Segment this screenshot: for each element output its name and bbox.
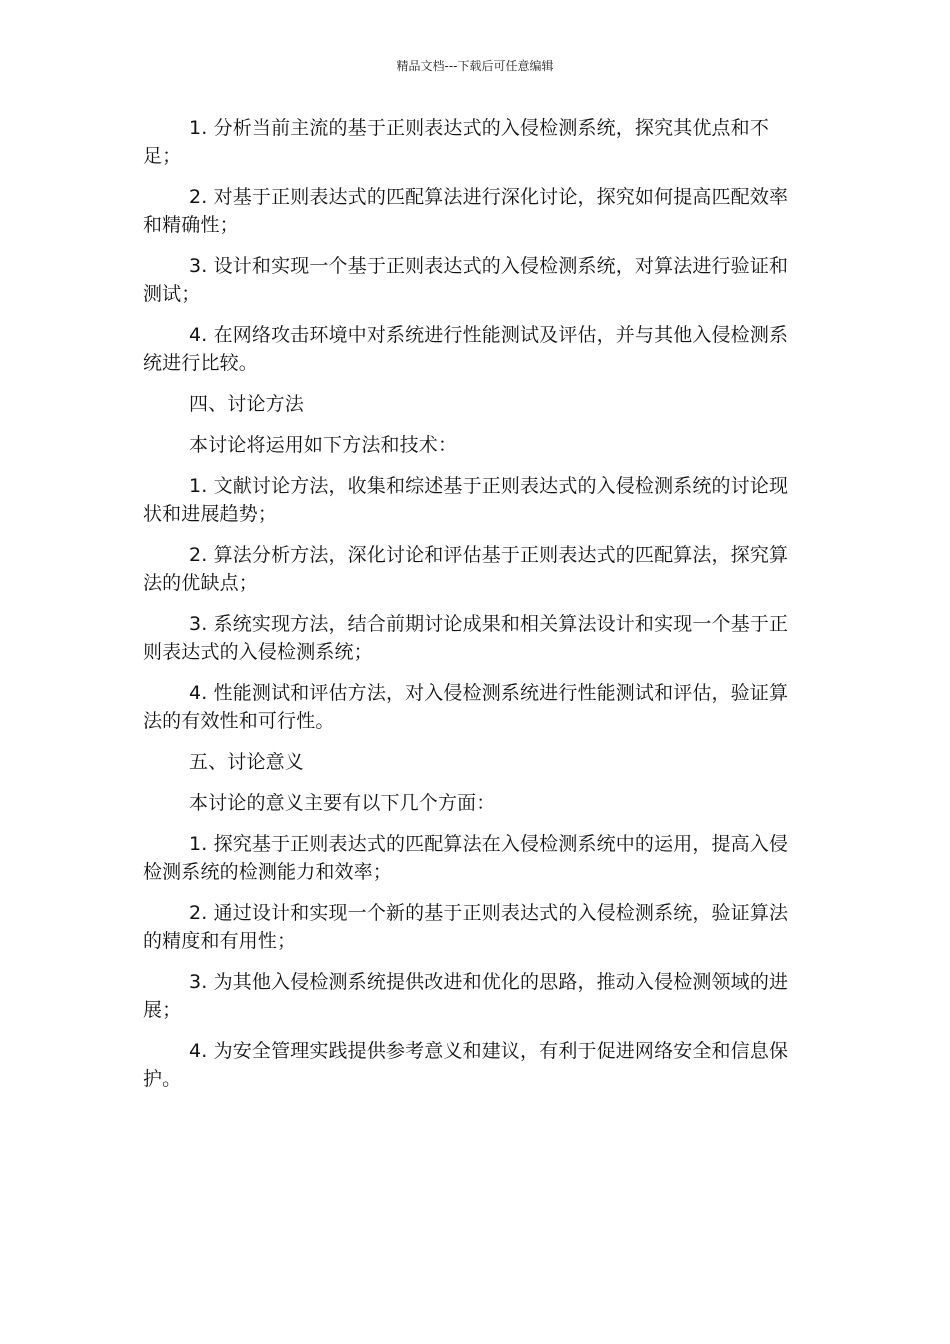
paragraph: 1. 分析当前主流的基于正则表达式的入侵检测系统，探究其优点和不足；	[143, 117, 769, 167]
paragraph: 2. 对基于正则表达式的匹配算法进行深化讨论，探究如何提高匹配效率和精确性；	[143, 186, 789, 236]
paragraph: 本讨论将运用如下方法和技术：	[189, 434, 458, 456]
document-body	[143, 114, 798, 1106]
paragraph: 4. 性能测试和评估方法，对入侵检测系统进行性能测试和评估，验证算法的有效性和可行性。	[143, 682, 789, 732]
paragraph: 1. 探究基于正则表达式的匹配算法在入侵检测系统中的运用，提高入侵检测系统的检测能力和效率；	[143, 833, 789, 883]
section-heading: 四、讨论方法	[189, 393, 304, 415]
section-heading: 五、讨论意义	[189, 751, 304, 773]
paragraph: 3. 为其他入侵检测系统提供改进和优化的思路，推动入侵检测领域的进展；	[143, 971, 789, 1021]
paragraph: 本讨论的意义主要有以下几个方面：	[189, 792, 496, 814]
paragraph: 2. 算法分析方法，深化讨论和评估基于正则表达式的匹配算法，探究算法的优缺点；	[143, 544, 789, 594]
paragraph: 4. 在网络攻击环境中对系统进行性能测试及评估，并与其他入侵检测系统进行比较。	[143, 324, 789, 374]
page-header: 精品文档---下载后可任意编辑	[396, 59, 554, 73]
paragraph: 3. 系统实现方法，结合前期讨论成果和相关算法设计和实现一个基于正则表达式的入侵检测系统；	[143, 613, 789, 663]
paragraph: 4. 为安全管理实践提供参考意义和建议，有利于促进网络安全和信息保护。	[143, 1040, 789, 1090]
paragraph: 2. 通过设计和实现一个新的基于正则表达式的入侵检测系统，验证算法的精度和有用性；	[143, 902, 789, 952]
paragraph: 1. 文献讨论方法，收集和综述基于正则表达式的入侵检测系统的讨论现状和进展趋势；	[143, 475, 789, 525]
paragraph: 3. 设计和实现一个基于正则表达式的入侵检测系统，对算法进行验证和测试；	[143, 255, 789, 305]
